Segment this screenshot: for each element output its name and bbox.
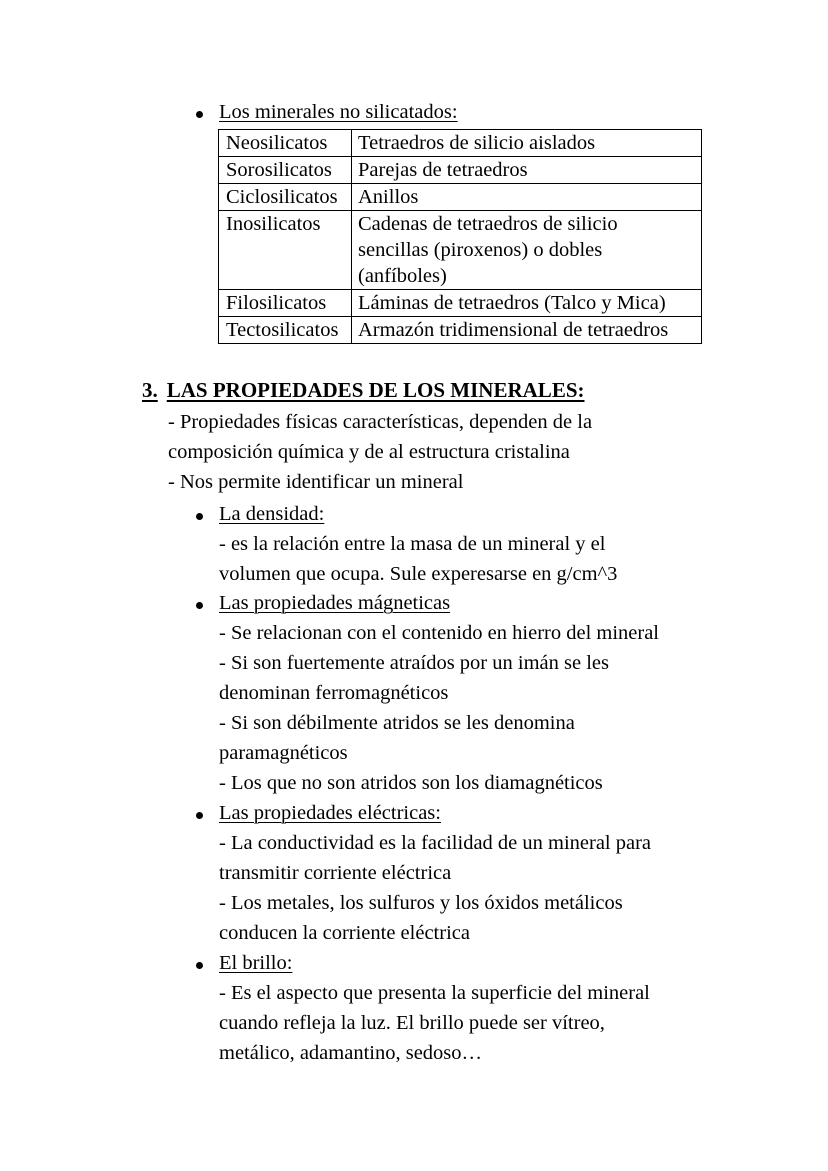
item-line: cuando refleja la luz. El brillo puede ser vítreo, bbox=[219, 1012, 605, 1034]
item-line: paramagnéticos bbox=[219, 742, 348, 764]
table-cell-desc: Láminas de tetraedros (Talco y Mica) bbox=[352, 290, 702, 317]
item-line: metálico, adamantino, sedoso… bbox=[219, 1042, 483, 1064]
section-number: 3. bbox=[142, 378, 158, 402]
bullet-icon bbox=[196, 962, 203, 969]
list-heading: Los minerales no silicatados: bbox=[219, 101, 458, 123]
table-row bbox=[219, 290, 702, 317]
table-row bbox=[219, 317, 702, 344]
item-line: volumen que ocupa. Sule experesarse en g/cm^3 bbox=[219, 563, 618, 585]
item-line: conducen la corriente eléctrica bbox=[219, 922, 470, 944]
bullet-icon bbox=[196, 812, 203, 819]
section-heading bbox=[142, 378, 585, 403]
item-line: - Si son débilmente atridos se les denomina bbox=[219, 712, 575, 734]
table-cell-desc: Armazón tridimensional de tetraedros bbox=[352, 317, 702, 344]
item-line: denominan ferromagnéticos bbox=[219, 682, 449, 704]
table-cell-name: Ciclosilicatos bbox=[219, 184, 352, 211]
item-heading-brightness: El brillo: bbox=[219, 952, 293, 974]
table-row bbox=[219, 211, 702, 290]
bullet-icon bbox=[196, 602, 203, 609]
table-cell-name: Neosilicatos bbox=[219, 130, 352, 157]
table-row bbox=[219, 130, 702, 157]
item-heading-magnetic: Las propiedades mágneticas bbox=[219, 592, 451, 614]
table-cell-desc: Anillos bbox=[352, 184, 702, 211]
item-heading-density: La densidad: bbox=[219, 503, 325, 525]
intro-line: composición química y de al estructura cristalina bbox=[168, 441, 570, 463]
item-line: - Se relacionan con el contenido en hierro del mineral bbox=[219, 622, 659, 644]
table-row bbox=[219, 157, 702, 184]
item-line: - Los metales, los sulfuros y los óxidos metálicos bbox=[219, 892, 623, 914]
item-heading-electric: Las propiedades eléctricas: bbox=[219, 802, 441, 824]
item-line: - Es el aspecto que presenta la superficie del mineral bbox=[219, 982, 650, 1004]
table-cell-name: Filosilicatos bbox=[219, 290, 352, 317]
item-line: transmitir corriente eléctrica bbox=[219, 862, 452, 884]
item-line: - Los que no son atridos son los diamagnéticos bbox=[219, 772, 603, 794]
bullet-icon bbox=[196, 513, 203, 520]
table-cell-desc: Tetraedros de silicio aislados bbox=[352, 130, 702, 157]
table-cell-name: Inosilicatos bbox=[219, 211, 352, 290]
item-line: - Si son fuertemente atraídos por un imán se les bbox=[219, 652, 609, 674]
table-cell-name: Sorosilicatos bbox=[219, 157, 352, 184]
bullet-icon bbox=[196, 111, 203, 118]
silicate-table bbox=[218, 129, 702, 344]
item-line: - es la relación entre la masa de un mineral y el bbox=[219, 533, 606, 555]
table-cell-name: Tectosilicatos bbox=[219, 317, 352, 344]
table-cell-desc: Parejas de tetraedros bbox=[352, 157, 702, 184]
table-cell-desc: Cadenas de tetraedros de silicio sencillas (piroxenos) o dobles (anfíboles) bbox=[352, 211, 702, 290]
section-title: LAS PROPIEDADES DE LOS MINERALES: bbox=[166, 378, 585, 402]
intro-line: - Nos permite identificar un mineral bbox=[168, 471, 464, 493]
item-line: - La conductividad es la facilidad de un mineral para bbox=[219, 832, 652, 854]
intro-line: - Propiedades físicas características, dependen de la bbox=[168, 411, 593, 433]
table-row bbox=[219, 184, 702, 211]
